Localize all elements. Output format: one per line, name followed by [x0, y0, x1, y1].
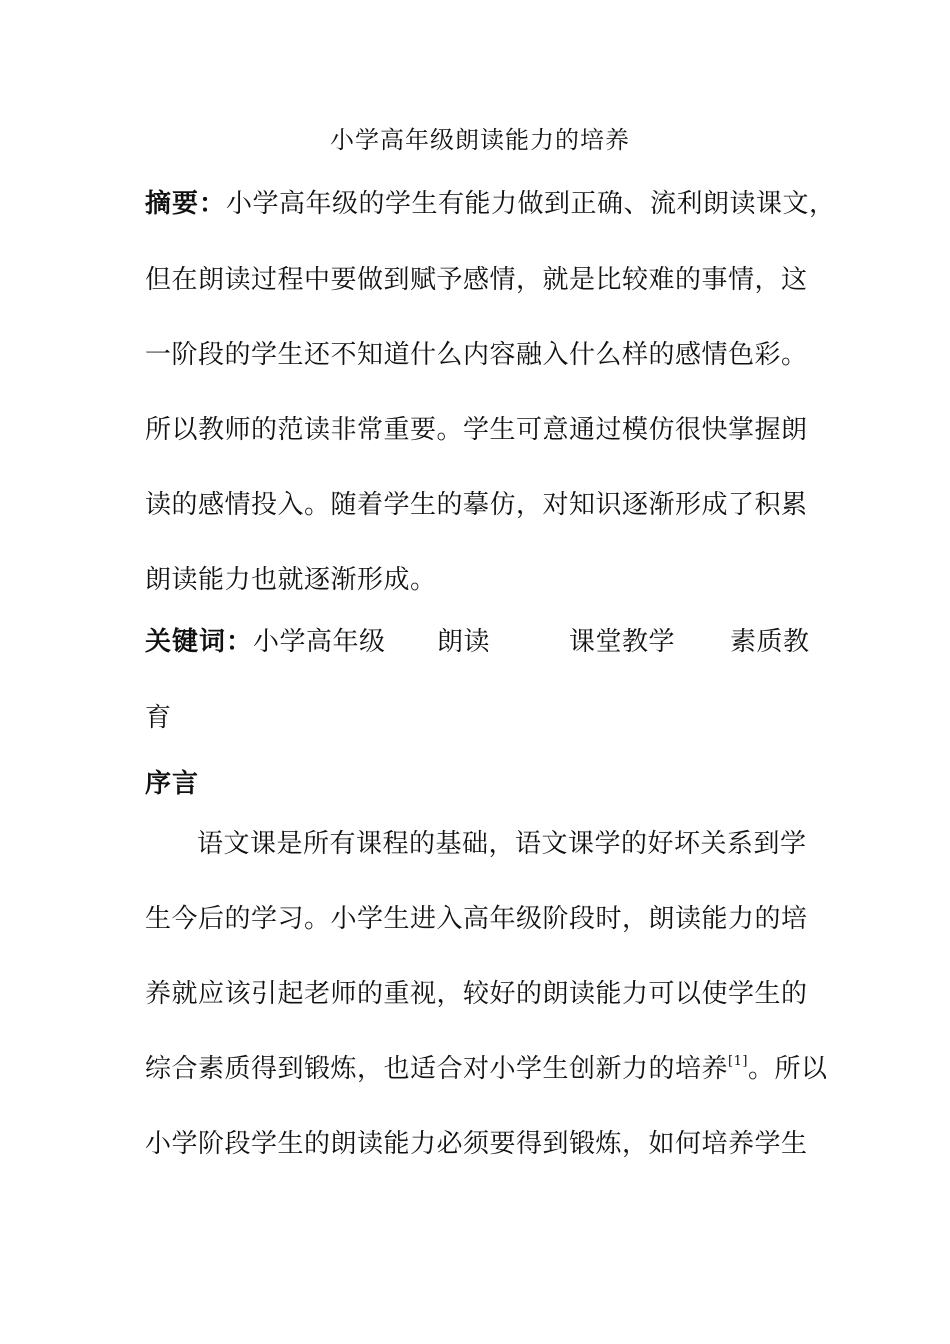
- keyword-item: 素质教: [730, 627, 810, 657]
- abstract-line-3: 一阶段的学生还不知道什么内容融入什么样的感情色彩。: [145, 340, 808, 370]
- abstract-line-4: 所以教师的范读非常重要。学生可意通过模仿很快掌握朗: [145, 415, 808, 445]
- document-title: 小学高年级朗读能力的培养: [330, 126, 630, 154]
- abstract-line-1: [145, 186, 836, 222]
- keyword-item: 朗读: [437, 627, 491, 657]
- abstract-line-2: 但在朗读过程中要做到赋予感情，就是比较难的事情，这: [145, 265, 808, 295]
- abstract-text: 小学高年级的学生有能力做到正确、流利朗读课文，: [226, 189, 836, 219]
- citation-marker: [1]: [728, 1054, 748, 1069]
- section-heading-preface: 序言: [145, 769, 200, 799]
- abstract-line-5: 读的感情投入。随着学生的摹仿，对知识逐渐形成了积累: [145, 490, 808, 520]
- keywords-line: [145, 624, 386, 660]
- keywords-continuation: 育: [145, 703, 172, 733]
- keyword-item: 小学高年级: [253, 627, 386, 657]
- preface-line-5: 小学阶段学生的朗读能力必须要得到锻炼，如何培养学生: [145, 1129, 808, 1159]
- preface-line-1: 语文课是所有课程的基础，语文课学的好坏关系到学: [197, 829, 807, 859]
- abstract-label: 摘要：: [145, 189, 227, 219]
- preface-line-3: 养就应该引起老师的重视，较好的朗读能力可以使学生的: [145, 979, 808, 1009]
- keyword-item: 课堂教学: [569, 627, 676, 657]
- preface-line-4: [145, 1051, 827, 1087]
- preface-line-4-text: 综合素质得到锻炼，也适合对小学生创新力的培养: [145, 1054, 729, 1084]
- abstract-line-6: 朗读能力也就逐渐形成。: [145, 565, 437, 595]
- preface-line-4-tail: 。所以: [747, 1054, 828, 1084]
- preface-line-2: 生今后的学习。小学生进入高年级阶段时，朗读能力的培: [145, 904, 808, 934]
- keywords-label: 关键词：: [145, 627, 254, 657]
